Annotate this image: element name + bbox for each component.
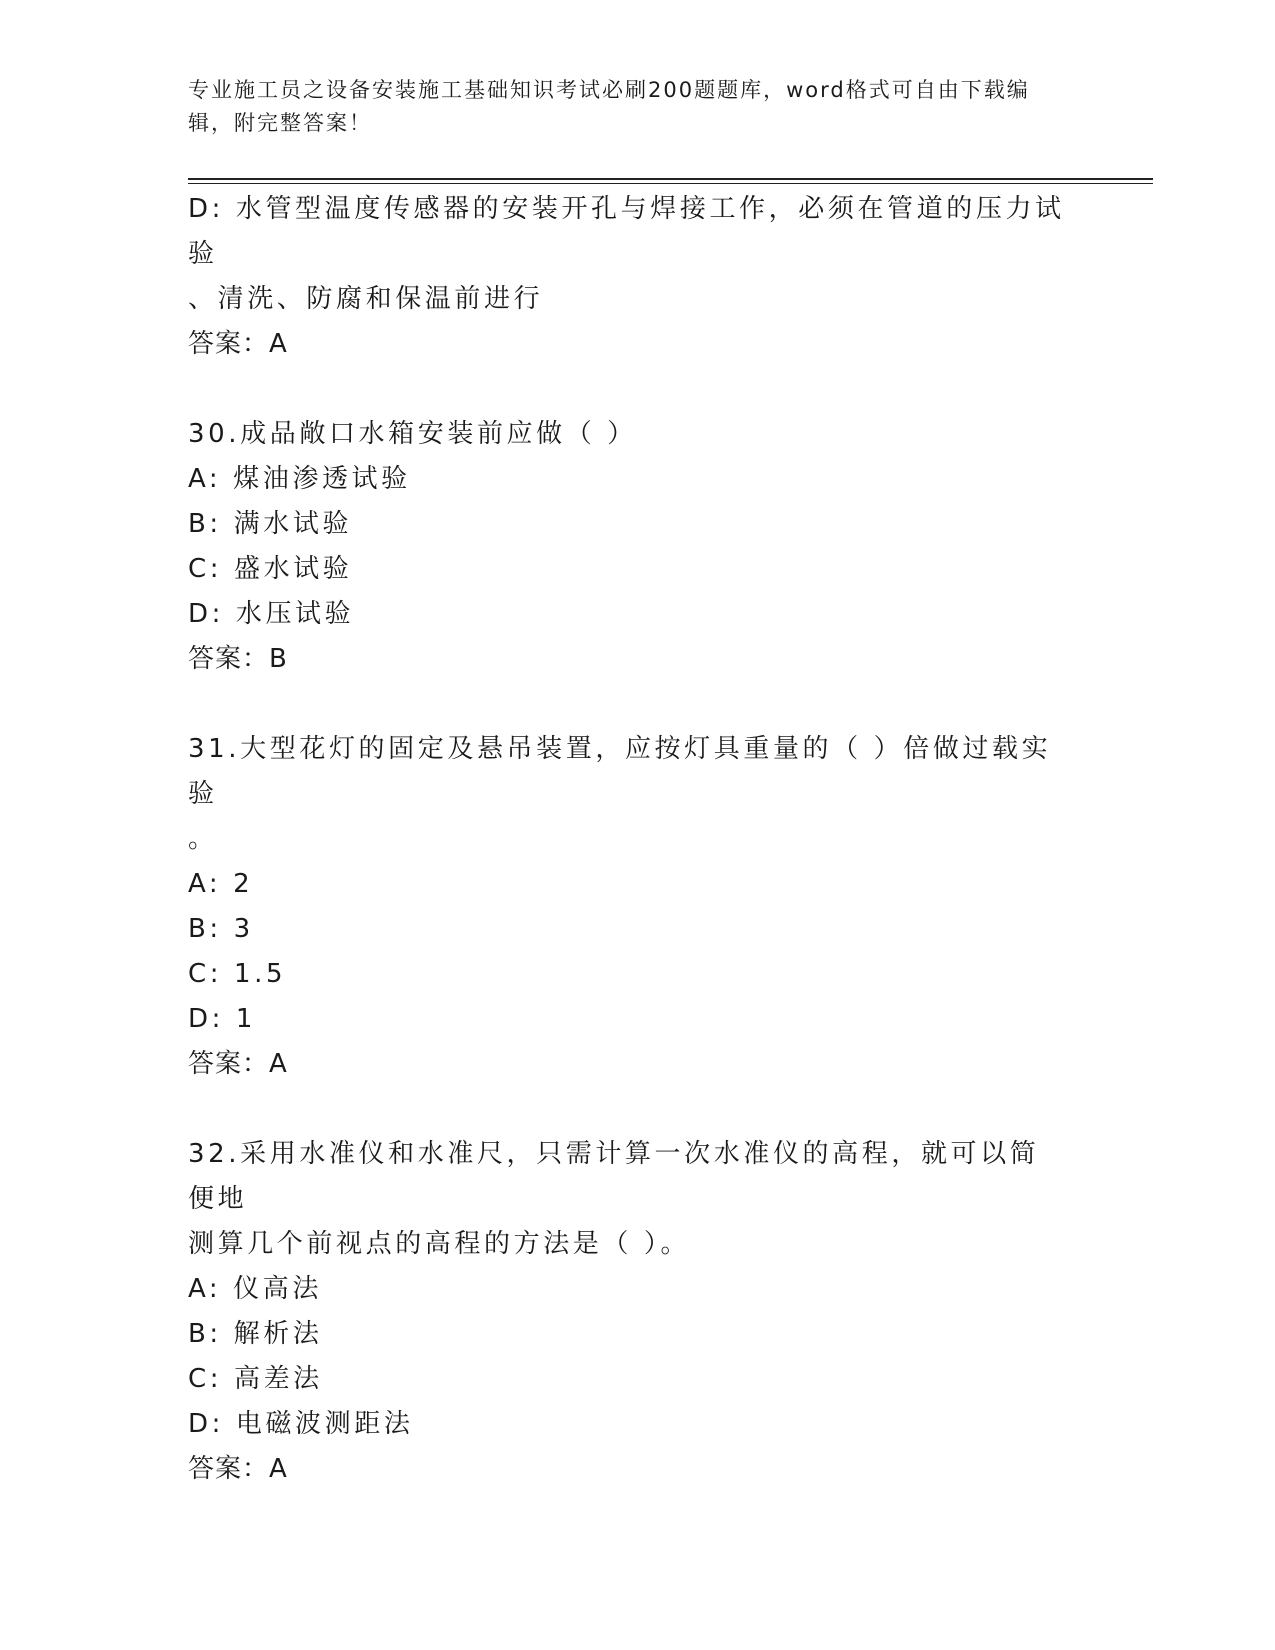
option-b: B: 3 bbox=[188, 914, 254, 944]
question-stem-continuation: 。 bbox=[188, 824, 218, 854]
previous-question-tail bbox=[188, 187, 1068, 367]
option-d: D: 电磁波测距法 bbox=[188, 1409, 414, 1439]
answer-line: 答案：A bbox=[188, 329, 288, 359]
document-header bbox=[188, 74, 1068, 140]
option-d: D: 1 bbox=[188, 1004, 256, 1034]
question-stem-continuation: 测算几个前视点的高程的方法是（ ）。 bbox=[188, 1229, 691, 1259]
option-c: C: 1.5 bbox=[188, 959, 287, 989]
answer-line: 答案：B bbox=[188, 644, 288, 674]
option-b: B: 满水试验 bbox=[188, 509, 353, 539]
option-b: B: 解析法 bbox=[188, 1319, 323, 1349]
answer-line: 答案：A bbox=[188, 1049, 288, 1079]
spacer bbox=[188, 367, 1068, 412]
option-a: A: 仪高法 bbox=[188, 1274, 322, 1304]
option-d: D: 水压试验 bbox=[188, 599, 355, 629]
question-stem: 31.大型花灯的固定及悬吊装置，应按灯具重量的（ ）倍做过载实验 bbox=[188, 734, 1052, 809]
spacer bbox=[188, 682, 1068, 727]
question-32 bbox=[188, 1132, 1068, 1492]
answer-line: 答案：A bbox=[188, 1454, 288, 1484]
option-c: C: 高差法 bbox=[188, 1364, 323, 1394]
header-title: 专业施工员之设备安装施工基础知识考试必刷200题题库，word格式可自由下载编辑，附完整答案！ bbox=[188, 78, 1030, 135]
question-30 bbox=[188, 412, 1068, 682]
option-a: A: 煤油渗透试验 bbox=[188, 464, 411, 494]
header-divider-thick bbox=[188, 178, 1153, 180]
option-c: C: 盛水试验 bbox=[188, 554, 353, 584]
question-stem: 30.成品敞口水箱安装前应做（ ） bbox=[188, 419, 637, 449]
question-31 bbox=[188, 727, 1068, 1087]
question-stem: 32.采用水准仪和水准尺，只需计算一次水准仪的高程，就可以简便地 bbox=[188, 1139, 1040, 1214]
header-divider-thin bbox=[188, 183, 1153, 184]
option-d: D: 水管型温度传感器的安装开孔与焊接工作，必须在管道的压力试验 bbox=[188, 194, 1065, 269]
question-content bbox=[188, 187, 1068, 1492]
option-a: A: 2 bbox=[188, 869, 254, 899]
option-d-continuation: 、清洗、防腐和保温前进行 bbox=[188, 284, 544, 314]
spacer bbox=[188, 1087, 1068, 1132]
